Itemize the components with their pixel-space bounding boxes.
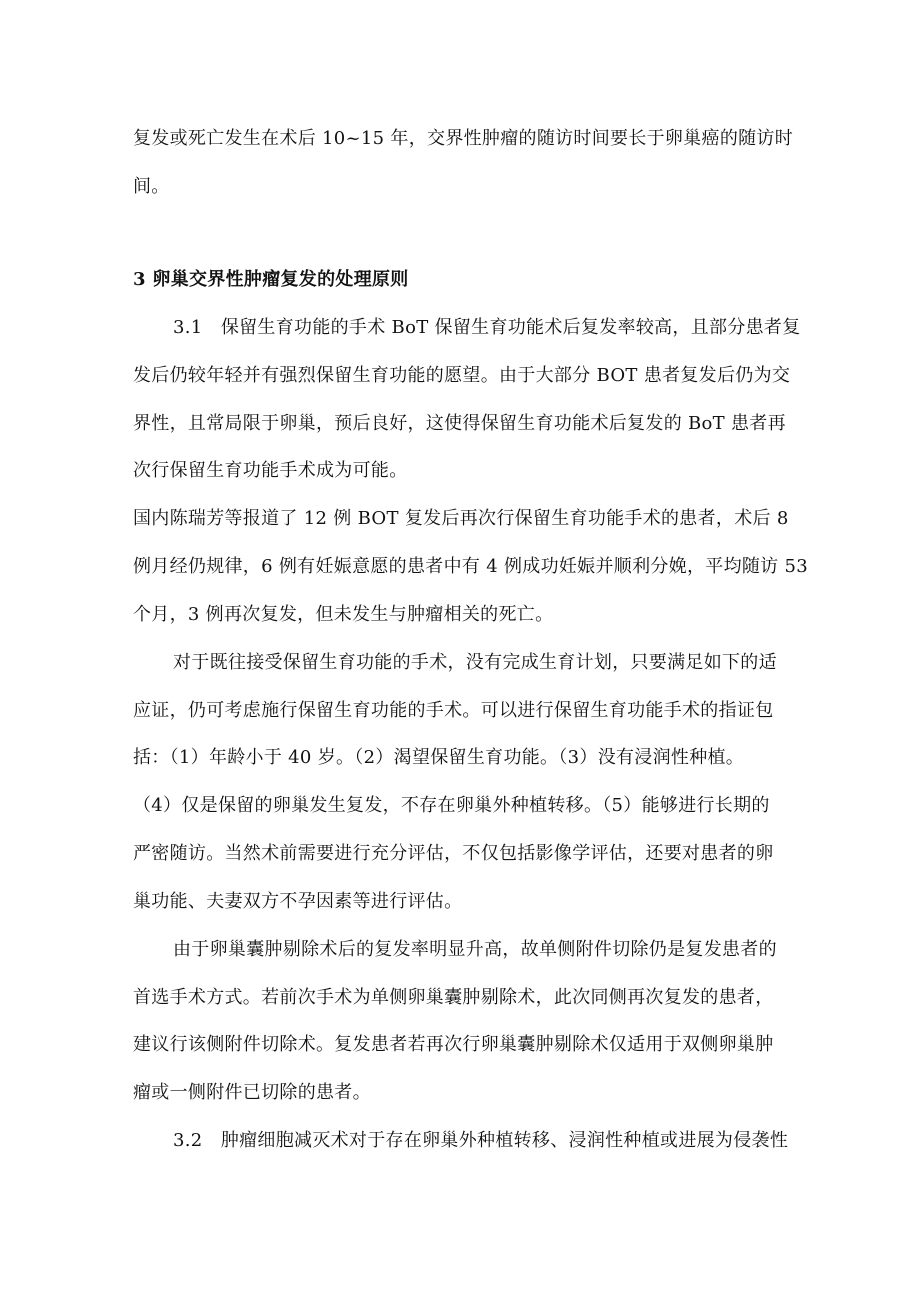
text-line: 瘤或一侧附件已切除的患者。 [133,1082,371,1103]
subsection-3-1-start: 3.1 保留生育功能的手术 BoT 保留生育功能术后复发率较高，且部分患者复 [173,317,801,338]
text-line: 个月，3 例再次复发，但未发生与肿瘤相关的死亡。 [133,604,554,625]
text-line: 建议行该侧附件切除术。复发患者若再次行卵巢囊肿剔除术仅适用于双侧卵巢肿 [133,1034,774,1055]
text-line: 界性，且常局限于卵巢，预后良好，这使得保留生育功能术后复发的 BoT 患者再 [133,413,786,434]
text-line: 复发或死亡发生在术后 10~15 年，交界性肿瘤的随访时间要长于卵巢癌的随访时 [133,128,794,149]
section-heading: 3 卵巢交界性肿瘤复发的处理原则 [133,269,409,290]
paragraph-start: 对于既往接受保留生育功能的手术，没有完成生育计划，只要满足如下的适 [173,652,777,673]
text-line: 括：（1）年龄小于 40 岁。（2）渴望保留生育功能。（3）没有浸润性种植。 [133,747,745,768]
text-line: 次行保留生育功能手术成为可能。 [133,460,408,481]
text-line: （4）仅是保留的卵巢发生复发，不存在卵巢外种植转移。（5）能够进行长期的 [133,795,770,816]
text-line: 巢功能、夫妻双方不孕因素等进行评估。 [133,891,463,912]
text-line: 应证，仍可考虑施行保留生育功能的手术。可以进行保留生育功能手术的指证包 [133,700,774,721]
paragraph-start: 由于卵巢囊肿剔除术后的复发率明显升高，故单侧附件切除仍是复发患者的 [173,939,777,960]
text-line: 间。 [133,176,170,197]
text-line: 例月经仍规律，6 例有妊娠意愿的患者中有 4 例成功妊娠并顺利分娩，平均随访 53 [133,556,808,577]
text-line: 发后仍较年轻并有强烈保留生育功能的愿望。由于大部分 BOT 患者复发后仍为交 [133,365,791,386]
text-line: 国内陈瑞芳等报道了 12 例 BOT 复发后再次行保留生育功能手术的患者，术后 8 [133,508,789,529]
text-line: 首选手术方式。若前次手术为单侧卵巢囊肿剔除术，此次同侧再次复发的患者， [133,987,774,1008]
subsection-3-2-start: 3.2 肿瘤细胞减灭术对于存在卵巢外种植转移、浸润性种植或进展为侵袭性 [173,1130,789,1151]
text-line: 严密随访。当然术前需要进行充分评估，不仅包括影像学评估，还要对患者的卵 [133,843,774,864]
